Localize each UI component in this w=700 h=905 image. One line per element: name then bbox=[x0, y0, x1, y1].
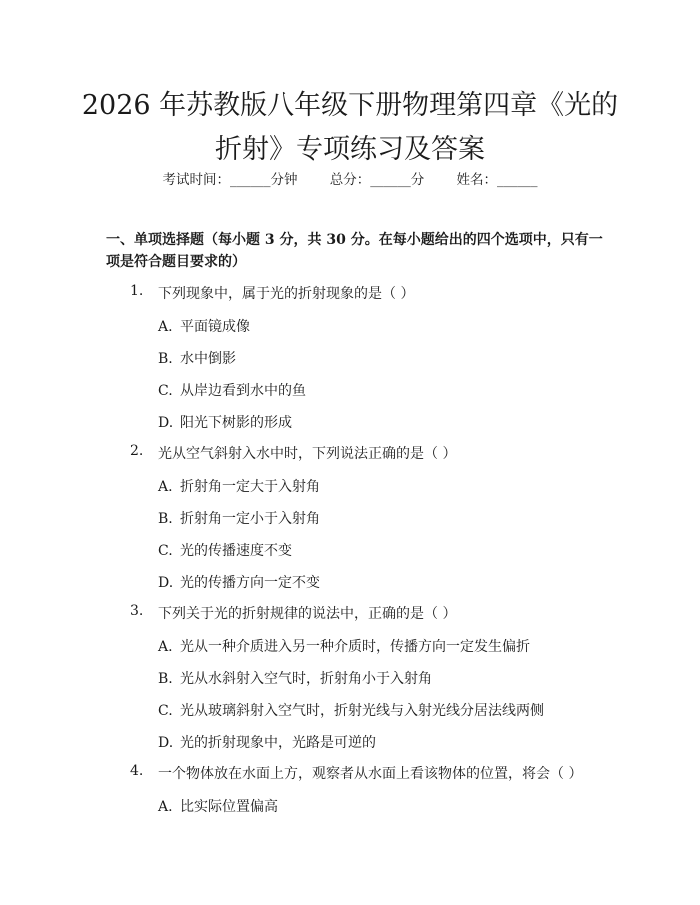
option-letter: B. bbox=[158, 671, 173, 687]
option-text: 比实际位置偏高 bbox=[180, 799, 278, 815]
option-letter: A. bbox=[158, 319, 173, 335]
total-score-field: 总分：______分 bbox=[329, 172, 425, 188]
option-text: 光从水斜射入空气时，折射角小于入射角 bbox=[180, 671, 432, 687]
question-text: 下列现象中，属于光的折射现象的是（ ） bbox=[158, 286, 415, 302]
option-letter: C. bbox=[158, 383, 173, 399]
option-text: 从岸边看到水中的鱼 bbox=[180, 383, 306, 399]
title-line-1: 2026 年苏教版八年级下册物理第四章《光的 bbox=[81, 90, 619, 121]
option-letter: C. bbox=[158, 703, 173, 719]
option-letter: D. bbox=[158, 575, 174, 591]
question-number: 3. bbox=[130, 603, 144, 619]
option-letter: D. bbox=[158, 735, 174, 751]
option-text: 阳光下树影的形成 bbox=[180, 415, 292, 431]
document-title bbox=[40, 84, 660, 172]
option-text: 光从一种介质进入另一种介质时，传播方向一定发生偏折 bbox=[180, 639, 530, 655]
option-text: 平面镜成像 bbox=[180, 319, 250, 335]
section-heading: 一、单项选择题（每小题 3 分，共 30 分。在每小题给出的四个选项中，只有一项是符合题目要求的） bbox=[106, 232, 603, 270]
option-text: 光的传播速度不变 bbox=[180, 543, 292, 559]
question-text: 下列关于光的折射规律的说法中，正确的是（ ） bbox=[158, 606, 457, 622]
question-number: 2. bbox=[130, 443, 144, 459]
name-field: 姓名：______ bbox=[456, 172, 538, 188]
option-text: 水中倒影 bbox=[180, 351, 236, 367]
option-letter: D. bbox=[158, 415, 174, 431]
option-letter: B. bbox=[158, 351, 173, 367]
option-letter: A. bbox=[158, 639, 173, 655]
option-4a bbox=[158, 796, 278, 816]
option-2a bbox=[158, 476, 320, 496]
exam-time-field: 考试时间：______分钟 bbox=[162, 172, 298, 188]
exam-info bbox=[0, 168, 700, 188]
option-letter: A. bbox=[158, 799, 173, 815]
option-3c bbox=[158, 700, 544, 720]
option-1a bbox=[158, 316, 250, 336]
option-1b bbox=[158, 348, 236, 368]
question-number: 1. bbox=[130, 283, 144, 299]
question-number: 4. bbox=[130, 763, 144, 779]
option-text: 折射角一定小于入射角 bbox=[180, 511, 320, 527]
option-3a bbox=[158, 636, 530, 656]
option-1c bbox=[158, 380, 306, 400]
question-text: 光从空气斜射入水中时，下列说法正确的是（ ） bbox=[158, 446, 457, 462]
option-text: 折射角一定大于入射角 bbox=[180, 479, 320, 495]
option-text: 光从玻璃斜射入空气时，折射光线与入射光线分居法线两侧 bbox=[180, 703, 544, 719]
option-2d bbox=[158, 572, 320, 592]
option-text: 光的折射现象中，光路是可逆的 bbox=[180, 735, 376, 751]
option-2c bbox=[158, 540, 292, 560]
option-3b bbox=[158, 668, 432, 688]
option-text: 光的传播方向一定不变 bbox=[180, 575, 320, 591]
title-line-2: 折射》专项练习及答案 bbox=[215, 134, 485, 165]
option-2b bbox=[158, 508, 320, 528]
option-1d bbox=[158, 412, 292, 432]
option-letter: B. bbox=[158, 511, 173, 527]
option-3d bbox=[158, 732, 376, 752]
option-letter: C. bbox=[158, 543, 173, 559]
option-letter: A. bbox=[158, 479, 173, 495]
question-text: 一个物体放在水面上方，观察者从水面上看该物体的位置，将会（ ） bbox=[158, 766, 583, 782]
